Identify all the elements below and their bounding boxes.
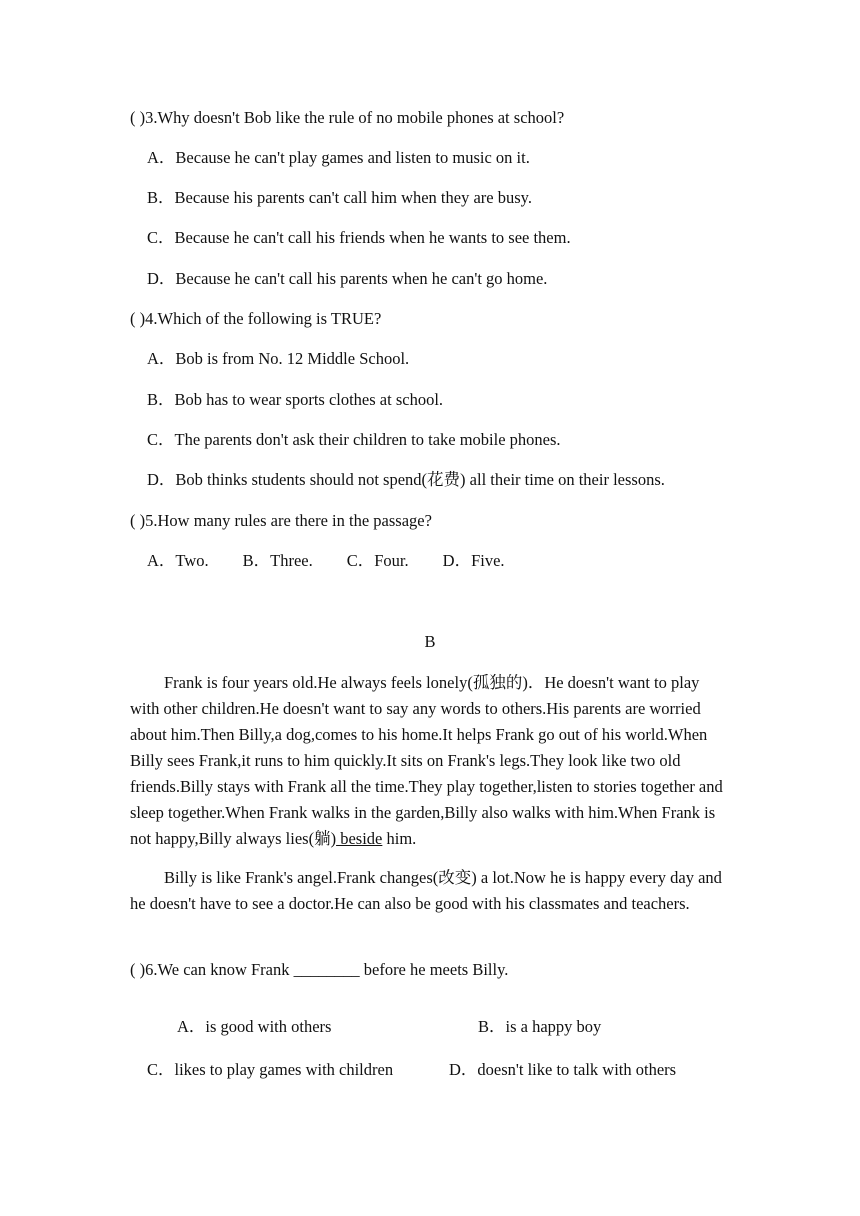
paragraph-1-text: Frank is four years old.He always feels lonely(孤独的)．He doesn't want to play with other children.He doesn't want to say any words to others.His parents are worried about him.Then Billy,a dog,comes to his home.It helps Frank go out of his world.When Billy sees Frank,it runs to him quickly.It sits on Frank's legs.They look like two old friends.Billy stays with Frank all the time.They play together,listen to stories together and sleep together.When Frank walks in the garden,Billy also walks with him.When Frank is not happy,Billy always lies(躺) [130,673,723,848]
question-3-option-b: B．Because his parents can't call him when they are busy. [147,188,532,207]
question-5-stem: ( )5.How many rules are there in the passage? [130,511,432,530]
question-5-options [147,551,539,571]
question-4-option-a: A．Bob is from No. 12 Middle School. [147,349,410,368]
paragraph-2-text: Billy is like Frank's angel.Frank changes(改变) a lot.Now he is happy every day and he doesn't have to see a doctor.He can also be good with his classmates and teachers. [130,868,722,913]
question-4-option-c: C．The parents don't ask their children to take mobile phones. [147,430,561,449]
section-b-heading: B [424,632,436,651]
question-4-option-d: D．Bob thinks students should not spend(花费) all their time on their lessons. [147,470,665,489]
question-5-option-d: D．Five. [442,551,505,570]
question-3-option-c: C．Because he can't call his friends when he wants to see them. [147,228,571,247]
question-5-option-a: A．Two. [147,551,209,570]
question-3-stem: ( )3.Why doesn't Bob like the rule of no mobile phones at school? [130,108,565,127]
question-6-stem: ( )6.We can know Frank ________ before he meets Billy. [130,960,509,979]
question-3-option-d: D．Because he can't call his parents when he can't go home. [147,269,548,288]
question-5-option-b: B．Three. [242,551,313,570]
question-6-option-d: D．doesn't like to talk with others [449,1060,677,1079]
passage-paragraph-1 [130,670,732,852]
question-6-option-c: C．likes to play games with children [147,1060,394,1079]
paragraph-1-end: him. [382,829,417,848]
question-3-option-a: A．Because he can't play games and listen to music on it. [147,148,530,167]
question-6-option-a: A．is good with others [177,1017,332,1036]
question-4-stem: ( )4.Which of the following is TRUE? [130,309,382,328]
question-6-option-b: B．is a happy boy [478,1017,602,1036]
question-5-option-c: C．Four. [346,551,409,570]
question-4-option-b: B．Bob has to wear sports clothes at school. [147,390,444,409]
underlined-word-beside: beside [336,829,383,848]
passage-paragraph-2 [130,865,732,917]
